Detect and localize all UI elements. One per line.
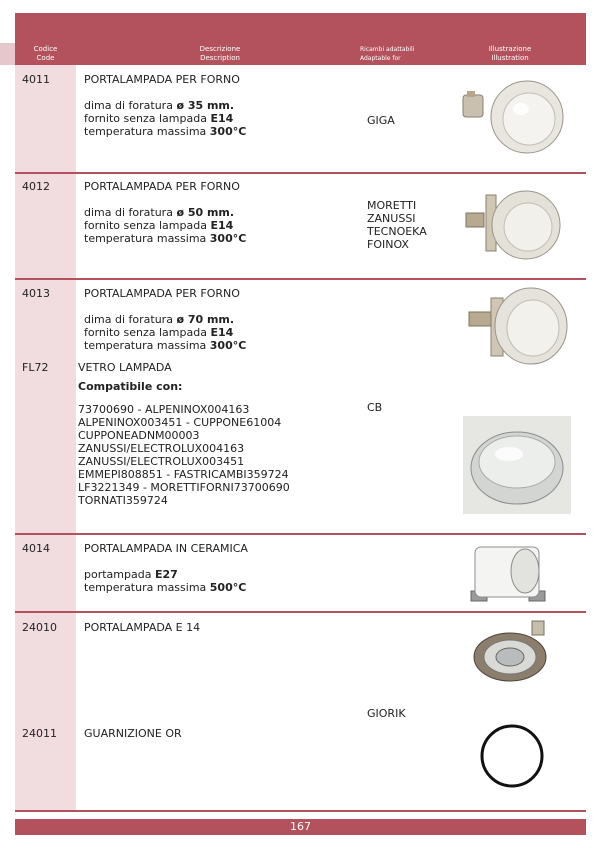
- header-code-it: Codice: [33, 45, 58, 53]
- row-divider: [15, 810, 586, 812]
- compat-item: 73700690 - ALPENINOX004163: [78, 403, 250, 416]
- compat-item: CUPPONEADNM00003: [78, 429, 200, 442]
- spec-line: fornito senza lampada E14: [84, 219, 234, 232]
- header-ricambi: [360, 45, 445, 63]
- spec-line: temperatura massima 300°C: [84, 232, 247, 245]
- product-description: [84, 287, 246, 352]
- spec-line: temperatura massima 300°C: [84, 125, 247, 138]
- compatible-brand: CB: [367, 401, 383, 414]
- code-column: [15, 280, 76, 533]
- page-number: 167: [290, 820, 311, 833]
- header-code-en: Code: [36, 54, 55, 62]
- spec-line: dima di foratura ø 70 mm.: [84, 313, 235, 326]
- product-title: PORTALAMPADA PER FORNO: [84, 73, 240, 86]
- compat-label: Compatibile con:: [78, 380, 183, 393]
- spec-line: temperatura massima 500°C: [84, 581, 247, 594]
- product-description: [84, 180, 246, 245]
- table-header: [15, 43, 586, 65]
- row-divider: [15, 611, 586, 613]
- compat-item: ZANUSSI/ELECTROLUX004163: [78, 442, 245, 455]
- product-title: GUARNIZIONE OR: [84, 727, 182, 740]
- brand: FOINOX: [367, 238, 409, 251]
- header-ill-it: Illustrazione: [488, 45, 532, 53]
- compat-item: ZANUSSI/ELECTROLUX003451: [78, 455, 245, 468]
- header-desc-it: Descrizione: [199, 45, 241, 53]
- product-description: [84, 73, 246, 138]
- product-title: PORTALAMPADA E 14: [84, 621, 201, 634]
- product-code: 24011: [22, 727, 57, 740]
- product-code: 24010: [22, 621, 57, 634]
- compatible-brand: GIGA: [367, 114, 395, 127]
- compat-item: TORNATI359724: [78, 494, 168, 507]
- header-description: [145, 45, 295, 63]
- spec-line: dima di foratura ø 35 mm.: [84, 99, 235, 112]
- row-divider: [15, 533, 586, 535]
- lamp-holder-35-image: [455, 75, 570, 165]
- product-title: PORTALAMPADA PER FORNO: [84, 180, 240, 193]
- lamp-holder-e14-image: [470, 617, 555, 687]
- compat-item: EMMEPI808851 - FASTRICAMBI359724: [78, 468, 289, 481]
- product-code: 4014: [22, 542, 50, 555]
- row-divider: [15, 172, 586, 174]
- ceramic-lamp-holder-image: [467, 541, 552, 607]
- compat-item: ALPENINOX003451 - CUPPONE61004: [78, 416, 282, 429]
- product-title: VETRO LAMPADA: [78, 361, 172, 374]
- brand: ZANUSSI: [367, 212, 416, 225]
- left-tab: [0, 43, 15, 65]
- compatible-brands: [367, 199, 427, 251]
- spec-line: portampada E27: [84, 568, 178, 581]
- spec-line: dima di foratura ø 50 mm.: [84, 206, 235, 219]
- top-banner: [15, 13, 586, 43]
- header-ill-en: Illustration: [491, 54, 529, 62]
- header-rica-en: Adaptable for: [360, 55, 401, 62]
- header-illustration: [470, 45, 550, 63]
- compat-item: LF3221349 - MORETTIFORNI73700690: [78, 481, 290, 494]
- row-divider: [15, 278, 586, 280]
- code-column: [15, 613, 76, 810]
- lamp-holder-50-image: [460, 183, 570, 268]
- o-ring-image: [478, 722, 546, 790]
- product-code: 4013: [22, 287, 50, 300]
- product-title: PORTALAMPADA PER FORNO: [84, 287, 240, 300]
- product-code: 4012: [22, 180, 50, 193]
- product-description: [84, 542, 248, 594]
- product-code: 4011: [22, 73, 50, 86]
- header-desc-en: Description: [200, 54, 240, 62]
- lamp-holder-70-image: [463, 284, 573, 372]
- compatible-brand: GIORIK: [367, 707, 406, 720]
- spec-line: fornito senza lampada E14: [84, 112, 234, 125]
- header-rica-it: Ricambi adattabili: [360, 46, 415, 53]
- lamp-glass-image: [463, 416, 571, 514]
- page-footer: [15, 819, 586, 835]
- header-code: [15, 45, 76, 63]
- product-code: FL72: [22, 361, 49, 374]
- product-title: PORTALAMPADA IN CERAMICA: [84, 542, 248, 555]
- brand: TECNOEKA: [367, 225, 427, 238]
- spec-line: fornito senza lampada E14: [84, 326, 234, 339]
- spec-line: temperatura massima 300°C: [84, 339, 247, 352]
- brand: MORETTI: [367, 199, 417, 212]
- product-description: [78, 361, 290, 507]
